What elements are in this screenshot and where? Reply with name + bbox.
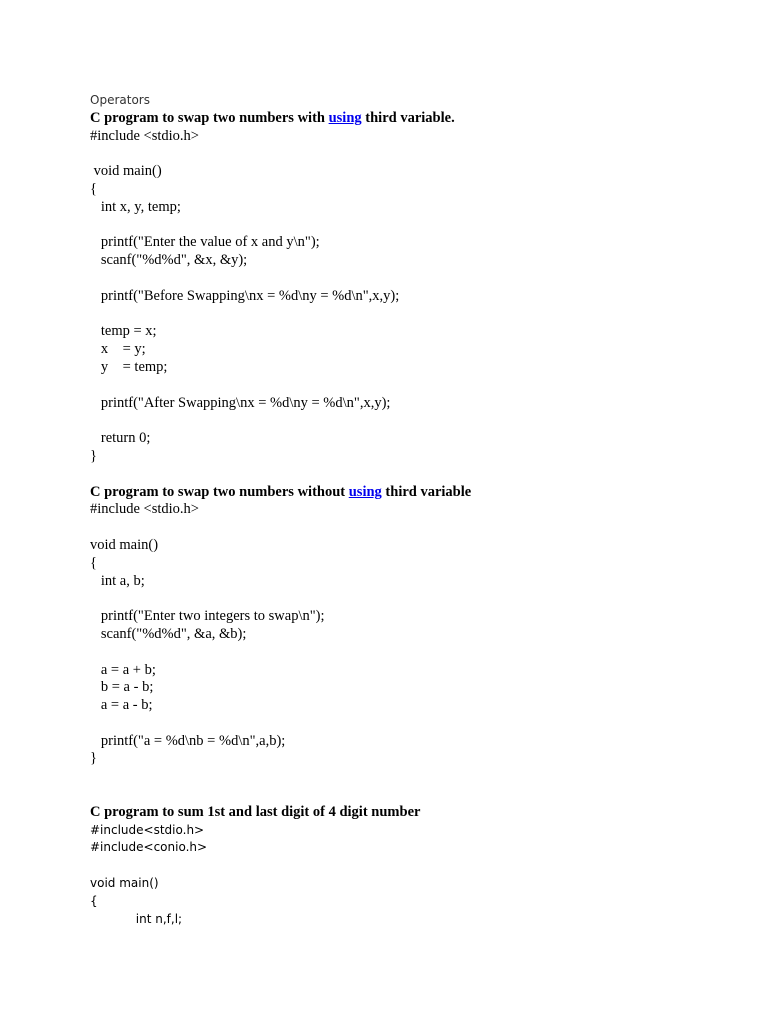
program2-heading-text-before: C program to swap two numbers without bbox=[90, 483, 349, 500]
program2-code-line: #include <stdio.h> bbox=[90, 501, 199, 518]
program2-code-block bbox=[90, 501, 730, 804]
program3-code-line: int n,f,l; bbox=[90, 911, 183, 926]
program1-code-line: temp = x; bbox=[90, 323, 157, 340]
program2-code-line: int a, b; bbox=[90, 572, 145, 589]
program1-using-link[interactable]: using bbox=[328, 109, 362, 126]
program2-code-line: b = a - b; bbox=[90, 679, 154, 696]
program1-code-line: } bbox=[90, 447, 97, 464]
program2-code-line: a = a + b; bbox=[90, 661, 156, 678]
program1-code-line: printf("After Swapping\nx = %d\ny = %d\n",x,y); bbox=[90, 394, 391, 411]
program2-code-line: printf("a = %d\nb = %d\n",a,b); bbox=[90, 732, 286, 749]
program2-code-line: void main() bbox=[90, 536, 159, 553]
program3-heading: C program to sum 1st and last digit of 4 digit number bbox=[90, 803, 421, 820]
program1-heading-text-before: C program to swap two numbers with bbox=[90, 109, 329, 126]
program1-code-line bbox=[90, 145, 730, 163]
program2-using-link[interactable]: using bbox=[348, 483, 382, 500]
program3-code-line: { bbox=[90, 893, 98, 908]
program2-code-line bbox=[90, 644, 730, 662]
program1-code-line bbox=[90, 270, 730, 288]
program1-code-line: void main() bbox=[90, 163, 162, 180]
program1-code-block bbox=[90, 128, 730, 484]
program2-code-line bbox=[90, 590, 730, 608]
program1-code-line: scanf("%d%d", &x, &y); bbox=[90, 252, 248, 269]
program2-code-line: printf("Enter two integers to swap\n"); bbox=[90, 608, 325, 625]
program1-code-line: return 0; bbox=[90, 430, 151, 447]
document-page bbox=[90, 92, 730, 928]
section-label: Operators bbox=[90, 93, 150, 107]
program2-code-line: { bbox=[90, 554, 97, 571]
program1-code-line: y = temp; bbox=[90, 358, 168, 375]
program1-code-line bbox=[90, 377, 730, 395]
program2-heading bbox=[90, 484, 730, 502]
program3-code-line bbox=[90, 857, 730, 875]
program2-heading-text-after: third variable bbox=[381, 483, 472, 500]
program3-code-line: #include<stdio.h> bbox=[90, 822, 205, 837]
program3-code-line: #include<conio.h> bbox=[90, 840, 208, 855]
program1-code-line: printf("Enter the value of x and y\n"); bbox=[90, 234, 320, 251]
program1-code-line: printf("Before Swapping\nx = %d\ny = %d\n",x,y); bbox=[90, 287, 400, 304]
program1-code-line bbox=[90, 412, 730, 430]
program1-code-line: #include <stdio.h> bbox=[90, 127, 199, 144]
program3-code-line: void main() bbox=[90, 876, 159, 891]
program2-code-line bbox=[90, 715, 730, 733]
program1-code-line: x = y; bbox=[90, 341, 146, 358]
program2-code-line: scanf("%d%d", &a, &b); bbox=[90, 625, 247, 642]
program3-code-block bbox=[90, 822, 730, 929]
program1-heading-text-after: third variable. bbox=[361, 109, 455, 126]
program2-code-line bbox=[90, 786, 730, 804]
program1-code-line bbox=[90, 217, 730, 235]
program2-code-line: } bbox=[90, 750, 97, 767]
program1-heading bbox=[90, 110, 730, 128]
program2-code-line: a = a - b; bbox=[90, 697, 153, 714]
program1-code-line: { bbox=[90, 180, 97, 197]
program1-code-line bbox=[90, 466, 730, 484]
program1-code-line bbox=[90, 306, 730, 324]
program2-code-line bbox=[90, 768, 730, 786]
program2-code-line bbox=[90, 519, 730, 537]
program1-code-line: int x, y, temp; bbox=[90, 198, 181, 215]
